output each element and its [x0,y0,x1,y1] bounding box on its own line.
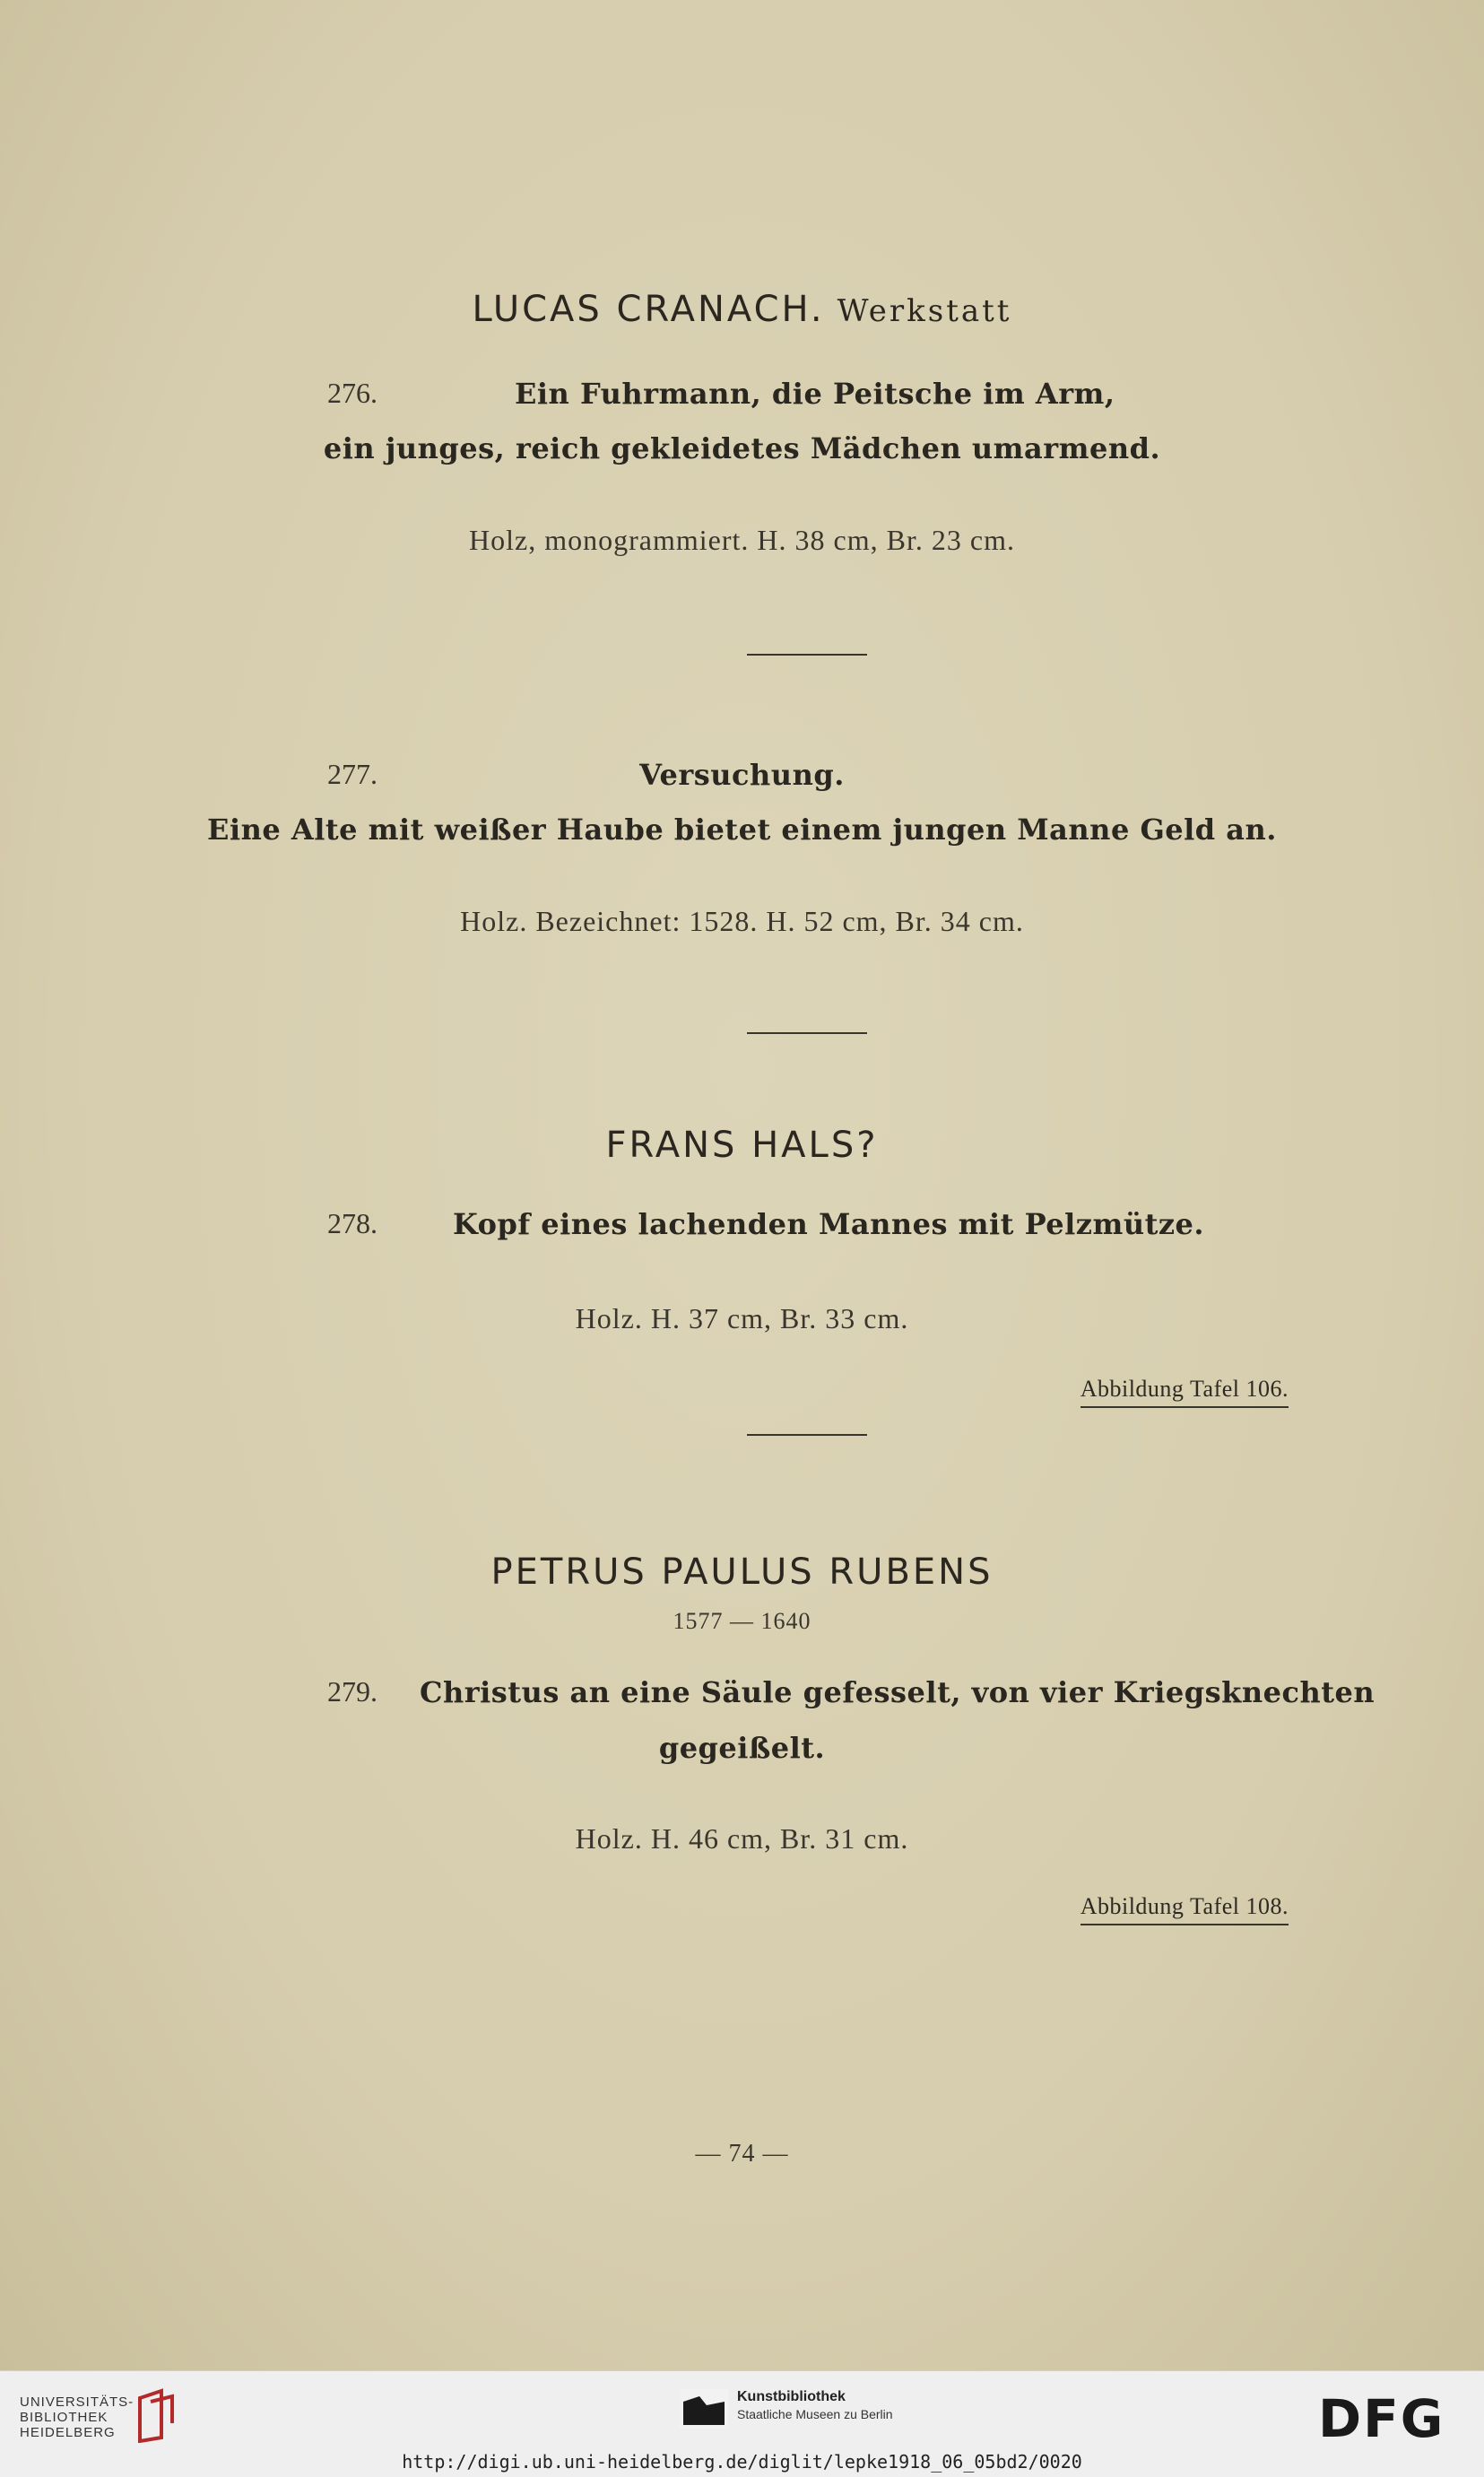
lot-title-276-line2: ein junges, reich gekleidetes Mädchen umarmend. [323,431,1161,465]
library-subtitle: Staatliche Museen zu Berlin [737,2407,893,2421]
library-title: Kunstbibliothek [737,2389,846,2404]
lot-spec-277: Holz. Bezeichnet: 1528. H. 52 cm, Br. 34 cm. [460,905,1024,937]
artist-heading-rubens: PETRUS PAULUS RUBENS [490,1551,994,1593]
artist-heading-hals: FRANS HALS? [605,1125,879,1166]
university-line-1: UNIVERSITÄTS- [20,2394,135,2410]
artist-qualifier: Werkstatt [837,293,1012,329]
lot-number-277: 277. [327,758,378,790]
lot-number-276: 276. [327,377,378,409]
university-line-3: HEIDELBERG [20,2425,116,2440]
dfg-logo[interactable]: DFG [1318,2388,1445,2449]
university-library-logo-text[interactable] [20,2394,134,2440]
lot-title-279-line2: gegeißelt. [658,1731,826,1765]
artist-heading-cranach [0,289,1484,330]
page-number: — 74 — [695,2140,789,2168]
section-divider [747,654,867,656]
lot-title-277: Versuchung. [639,758,845,792]
artist-dates-rubens: 1577 — 1640 [673,1608,811,1634]
heidelberg-library-logo-icon[interactable] [135,2387,178,2443]
lot-title-278: Kopf eines lachenden Mannes mit Pelzmütze. [453,1207,1205,1241]
lot-title-279-line1: Christus an eine Säule gefesselt, von vier Kriegsknechten [420,1675,1376,1709]
section-divider [747,1434,867,1436]
artist-name: LUCAS CRANACH. [472,289,825,330]
lot-title-276-line1: Ein Fuhrmann, die Peitsche im Arm, [515,377,1115,411]
lot-spec-278: Holz. H. 37 cm, Br. 33 cm. [575,1302,909,1334]
plate-reference-278: Abbildung Tafel 106. [1080,1376,1289,1408]
plate-reference-279: Abbildung Tafel 108. [1080,1893,1289,1925]
lot-number-279: 279. [327,1675,378,1708]
lot-spec-276: Holz, monogrammiert. H. 38 cm, Br. 23 cm. [469,524,1015,556]
lot-subtitle-277: Eine Alte mit weißer Haube bietet einem jungen Manne Geld an. [207,813,1277,847]
section-divider [747,1032,867,1034]
source-url[interactable]: http://digi.ub.uni-heidelberg.de/diglit/lepke1918_06_05bd2/0020 [402,2451,1082,2473]
lot-spec-279: Holz. H. 46 cm, Br. 31 cm. [575,1822,909,1855]
kunstbibliothek-logo-icon[interactable] [680,2389,728,2429]
lot-number-278: 278. [327,1207,378,1239]
university-line-2: BIBLIOTHEK [20,2410,108,2425]
